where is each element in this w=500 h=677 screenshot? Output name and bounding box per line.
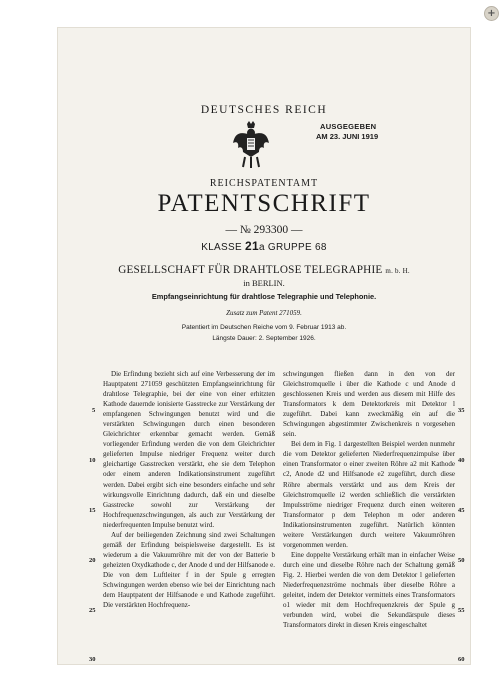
body-paragraph: Bei dem in Fig. 1 dargestellten Beispiel werden nunmehr die vom Detektor gelieferten Niederfrequenzimpulse über einen Transformator o einer zweiten Röhre a2 mit Kathode c2, Anode d2 und Hilfsanode e2 zugeführt, durch diese Röhre abermals verstärkt und aus dem Kreis der Gleichstromquelle i2 werden schließlich die verstärkten Impulsströme niedriger Frequenz durch einen weiteren Transformator p dem Telephon m oder anderen Indikationsinstrumenten zugeführt. Natürlich könnten weitere Verstärkungen durch weitere Vakuumröhren vorgenommen werden. [283, 440, 455, 549]
document-type: PATENTSCHRIFT [157, 190, 371, 217]
applicant-company [58, 264, 470, 276]
line-number: 55 [458, 607, 465, 614]
line-number: 25 [89, 607, 96, 614]
line-number: 30 [89, 656, 96, 663]
classification [58, 239, 470, 253]
patent-page [58, 28, 470, 664]
line-number: 45 [458, 507, 465, 514]
klasse-number: 21 [245, 239, 259, 253]
reich-eagle-emblem [232, 121, 270, 169]
line-number: 10 [89, 457, 96, 464]
line-number: 20 [89, 557, 96, 564]
body-column-right [283, 369, 455, 630]
addition-note: Zusatz zum Patent 271059. [226, 309, 302, 317]
body-paragraph: Eine doppelte Verstärkung erhält man in einfacher Weise durch eine und dieselbe Röhre nach der Schaltung gemäß Fig. 2. Hierbei werden die von dem Detektor l gelieferten Niederfrequenzströme nochmals über dieselbe Röhre a geleitet, indem der Detektor vermittels eines Transformators o1 wieder mit dem Hochfrequenzkreis der Spule g verbunden wird, wobei die Sekundärspule dieses Transformators direkt in diesen Kreis eingeschaltet [283, 550, 455, 630]
line-number: 15 [89, 507, 96, 514]
line-number: 60 [458, 656, 465, 663]
issued-date: AM 23. JUNI 1919 [316, 132, 379, 141]
patent-number: — № 293300 — [225, 224, 303, 236]
country-heading: DEUTSCHES REICH [200, 104, 328, 116]
filing-date: Patentiert im Deutschen Reiche vom 9. Februar 1913 ab. [181, 324, 347, 331]
company-name: GESELLSCHAFT FÜR DRAHTLOSE TELEGRAPHIE [118, 264, 383, 276]
klasse-prefix: KLASSE [201, 242, 242, 253]
invention-title: Empfangseinrichtung für drahtlose Telegraphie und Telephonie. [151, 292, 377, 301]
body-paragraph: schwingungen fließen dann in den von der Gleichstromquelle i über die Kathode c und Anode d geschlossenen Kreis und werden aus diesem mit Hilfe des Transformators k dem Detektorkreis mit Detektor l zugeführt. Dabei kann zweckmäßig ein auf die Schwingungen abgestimmter Zwischenkreis n vorgesehen sein. [283, 370, 455, 439]
zoom-in-icon[interactable]: + [484, 6, 499, 21]
body-paragraph: Die Erfindung bezieht sich auf eine Verbesserung der im Hauptpatent 271059 geschützten Empfangseinrichtung für drahtlose Telegraphie, bei der eine von einer erhitzten Kathode dauernde ionisierte Gasstrecke zur Verstärkung der empfangenen Schwingungen benutzt wird und die verstärkten Schwingungen durch einen besonderen Gleichrichter erkennbar gemacht werden. Gemäß vorliegender Erfindung werden die von dem Gleichrichter gelieferten Impulse niedriger Frequenz weiter durch gleichartige Gasstrecken verstärkt, ehe sie dem Telephon oder einem anderen Indikationsinstrument zugeführt werden. Dabei ergibt sich eine besonders einfache und sehr wirkungsvolle Einrichtung dadurch, daß ein und dieselbe Gasstrecke sowohl zur Verstärkung der Hochfrequenzschwingungen, als auch zur Verstärkung der niederfrequenten Impulse benutzt wird. [103, 370, 275, 529]
office-name: REICHSPATENTAMT [209, 178, 319, 189]
applicant-city: in BERLIN. [243, 278, 285, 288]
line-number: 35 [458, 407, 465, 414]
issued-label: AUSGEGEBEN [320, 122, 377, 131]
klasse-suffix: a GRUPPE 68 [258, 242, 327, 253]
body-column-left [103, 369, 275, 610]
max-duration: Längste Dauer: 2. September 1926. [212, 335, 316, 342]
company-suffix: m. b. H. [385, 267, 410, 275]
line-number: 40 [458, 457, 465, 464]
line-number: 5 [92, 407, 96, 414]
line-number: 50 [458, 557, 465, 564]
body-paragraph: Auf der beiliegenden Zeichnung sind zwei Schaltungen gemäß der Erfindung beispielsweise dargestellt. Es ist wiederum a die Vakuumröhre mit der von der Batterie b geheizten Oxydkathode c, der Anode d und der Hilfsanode e. Die von dem Luftleiter f in der Spule g erregten Schwingungen werden ebenso wie bei der Einrichtung nach dem Hauptpatent der Hilfsanode e und Kathode zugeführt. Die verstärkten Hochfrequenz- [103, 530, 276, 610]
